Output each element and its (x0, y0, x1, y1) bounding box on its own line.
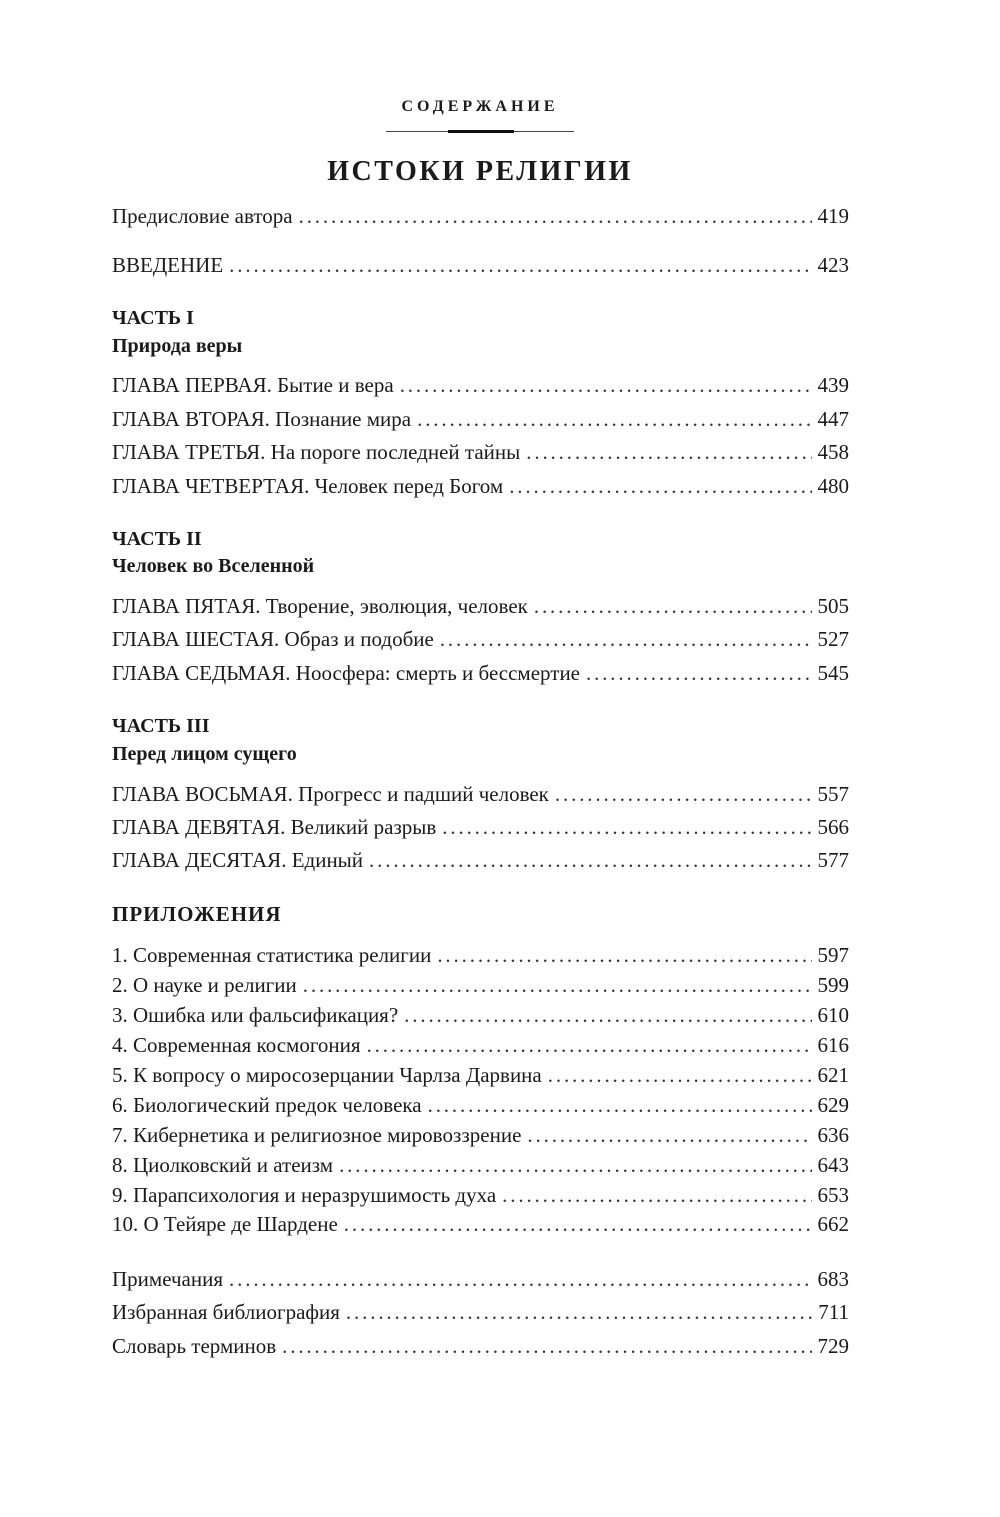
dot-leader (440, 625, 812, 653)
part-number: ЧАСТЬ I (112, 307, 194, 329)
toc-entry-page: 621 (817, 1063, 849, 1087)
toc-entry-appendix[interactable] (112, 1091, 849, 1119)
toc-entry-notes[interactable] (112, 1265, 849, 1293)
header-rule-accent (448, 130, 514, 133)
toc-entry-chapter[interactable] (112, 780, 849, 808)
toc-entry-label: ВВЕДЕНИЕ (112, 253, 224, 277)
toc-entry-label: ГЛАВА ВОСЬМАЯ. Прогресс и падший человек (112, 782, 549, 806)
appendices-heading: ПРИЛОЖЕНИЯ (112, 902, 282, 926)
dot-leader (229, 1265, 811, 1293)
toc-entry-appendix[interactable] (112, 1001, 849, 1029)
dot-leader (417, 405, 811, 433)
dot-leader (548, 1061, 812, 1089)
toc-entry-label: ГЛАВА ШЕСТАЯ. Образ и подобие (112, 627, 434, 651)
toc-entry-page: 480 (817, 474, 849, 498)
dot-leader (339, 1151, 811, 1179)
dot-leader (303, 971, 812, 999)
toc-entry-appendix[interactable] (112, 1031, 849, 1059)
toc-entry-page: 629 (817, 1093, 849, 1117)
toc-entry-page: 662 (817, 1212, 849, 1236)
toc-entry-page: 423 (817, 253, 849, 277)
toc-entry-chapter[interactable] (112, 813, 849, 841)
toc-entry-label: ГЛАВА СЕДЬМАЯ. Ноосфера: смерть и бессмертие (112, 661, 580, 685)
toc-entry-page: 683 (817, 1267, 849, 1291)
part-title: Природа веры (112, 335, 243, 357)
dot-leader (428, 1091, 812, 1119)
toc-entry-label: ГЛАВА ВТОРАЯ. Познание мира (112, 407, 412, 431)
dot-leader (502, 1181, 811, 1209)
dot-leader (346, 1298, 812, 1326)
toc-entry-label: Предисловие автора (112, 204, 293, 228)
toc-entry-page: 577 (817, 848, 849, 872)
dot-leader (442, 813, 811, 841)
toc-entry-preface[interactable] (112, 202, 849, 230)
toc-entry-appendix[interactable] (112, 1210, 849, 1238)
dot-leader (527, 1121, 811, 1149)
part-number: ЧАСТЬ II (112, 528, 202, 550)
dot-leader (229, 251, 811, 279)
toc-entry-page: 643 (817, 1153, 849, 1177)
toc-entry-page: 505 (817, 594, 849, 618)
toc-entry-chapter[interactable] (112, 659, 849, 687)
toc-entry-label: ГЛАВА ДЕВЯТАЯ. Великий разрыв (112, 815, 437, 839)
toc-entry-page: 458 (817, 440, 849, 464)
toc-entry-label: 4. Современная космогония (112, 1033, 361, 1057)
toc-entry-appendix[interactable] (112, 971, 849, 999)
toc-entry-page: 527 (817, 627, 849, 651)
toc-entry-label: ГЛАВА ДЕСЯТАЯ. Единый (112, 848, 364, 872)
toc-entry-appendix[interactable] (112, 941, 849, 969)
toc-entry-chapter[interactable] (112, 472, 849, 500)
toc-entry-page: 566 (817, 815, 849, 839)
dot-leader (299, 202, 812, 230)
dot-leader (344, 1210, 812, 1238)
toc-entry-label: 1. Современная статистика религии (112, 943, 432, 967)
part-title: Перед лицом сущего (112, 743, 297, 765)
dot-leader (437, 941, 811, 969)
dot-leader (369, 846, 811, 874)
toc-entry-label: Избранная библиография (112, 1300, 340, 1324)
toc-entry-appendix[interactable] (112, 1151, 849, 1179)
section-header: СОДЕРЖАНИЕ (401, 98, 559, 115)
toc-entry-chapter[interactable] (112, 405, 849, 433)
toc-entry-label: 8. Циолковский и атеизм (112, 1153, 334, 1177)
dot-leader (367, 1031, 812, 1059)
toc-entry-label: ГЛАВА ПЯТАЯ. Творение, эволюция, человек (112, 594, 528, 618)
toc-entry-label: 2. О науке и религии (112, 973, 297, 997)
toc-entry-chapter[interactable] (112, 592, 849, 620)
toc-entry-label: ГЛАВА ПЕРВАЯ. Бытие и вера (112, 373, 394, 397)
toc-entry-chapter[interactable] (112, 625, 849, 653)
toc-entry-chapter[interactable] (112, 438, 849, 466)
dot-leader (404, 1001, 811, 1029)
toc-entry-page: 729 (817, 1334, 849, 1358)
toc-entry-label: ГЛАВА ТРЕТЬЯ. На пороге последней тайны (112, 440, 521, 464)
toc-entry-page: 419 (817, 204, 849, 228)
toc-entry-chapter[interactable] (112, 371, 849, 399)
toc-entry-page: 597 (817, 943, 849, 967)
dot-leader (282, 1332, 811, 1360)
toc-entry-page: 636 (817, 1123, 849, 1147)
toc-entry-bibliography[interactable] (112, 1298, 849, 1326)
toc-entry-label: Словарь терминов (112, 1334, 277, 1358)
toc-entry-label: 9. Парапсихология и неразрушимость духа (112, 1183, 497, 1207)
toc-entry-appendix[interactable] (112, 1121, 849, 1149)
dot-leader (555, 780, 812, 808)
dot-leader (400, 371, 812, 399)
toc-entry-chapter[interactable] (112, 846, 849, 874)
toc-entry-introduction[interactable] (112, 251, 849, 279)
book-title: ИСТОКИ РЕЛИГИИ (327, 156, 633, 187)
toc-entry-page: 557 (817, 782, 849, 806)
toc-entry-page: 599 (817, 973, 849, 997)
dot-leader (534, 592, 812, 620)
toc-entry-page: 610 (817, 1003, 849, 1027)
toc-entry-label: 6. Биологический предок человека (112, 1093, 422, 1117)
toc-entry-page: 616 (817, 1033, 849, 1057)
dot-leader (509, 472, 811, 500)
toc-entry-label: 10. О Тейяре де Шардене (112, 1212, 338, 1236)
dot-leader (526, 438, 811, 466)
toc-entry-appendix[interactable] (112, 1181, 849, 1209)
toc-entry-page: 545 (817, 661, 849, 685)
toc-entry-page: 439 (817, 373, 849, 397)
toc-entry-label: Примечания (112, 1267, 224, 1291)
toc-entry-label: 5. К вопросу о миросозерцании Чарлза Дарвина (112, 1063, 542, 1087)
toc-entry-page: 653 (817, 1183, 849, 1207)
toc-entry-appendix[interactable] (112, 1061, 849, 1089)
part-title: Человек во Вселенной (112, 555, 315, 577)
toc-entry-label: ГЛАВА ЧЕТВЕРТАЯ. Человек перед Богом (112, 474, 504, 498)
part-number: ЧАСТЬ III (112, 715, 210, 737)
toc-entry-page: 447 (817, 407, 849, 431)
toc-entry-page: 711 (818, 1300, 849, 1324)
toc-entry-label: 3. Ошибка или фальсификация? (112, 1003, 399, 1027)
toc-entry-label: 7. Кибернетика и религиозное мировоззрение (112, 1123, 522, 1147)
dot-leader (586, 659, 812, 687)
toc-entry-glossary[interactable] (112, 1332, 849, 1360)
